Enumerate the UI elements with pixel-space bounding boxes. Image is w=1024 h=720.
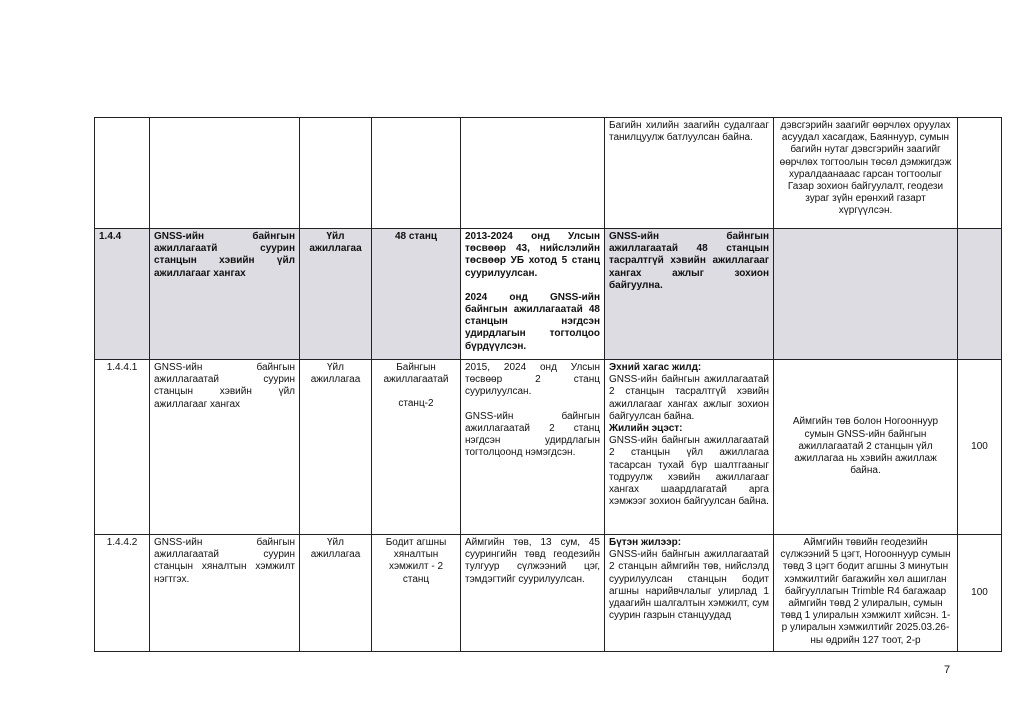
baseline-cell xyxy=(461,360,605,535)
target-text: 48 станц xyxy=(394,231,438,242)
type-cell xyxy=(300,535,372,652)
code-text: 1.4.4.1 xyxy=(106,362,138,373)
result-cell xyxy=(605,229,774,360)
result-cell xyxy=(605,118,774,229)
type-cell xyxy=(300,360,372,535)
result-text: GNSS-ийн байнгын ажиллагаатай 2 станцын тасралтгүй хэвийн ажиллагааг хангах ажлыг зохион байгуулсан байна. xyxy=(609,374,769,422)
code-text: 1.4.4 xyxy=(99,231,122,242)
code-cell xyxy=(95,360,150,535)
score-cell xyxy=(958,229,1002,360)
result-text: GNSS-ийн байнгын ажиллагаатай 2 станцын үйл ажиллагаа тасарсан тухай бүр шалтгааныг тодруулж хэвийн ажиллагааг хангах шаардлагатай арга хэмжээг зохион байгуулсан байна. xyxy=(609,435,769,508)
table-row xyxy=(95,360,1002,535)
baseline-text: 2024 онд GNSS-ийн байнгын ажиллагаатай 48 станцын нэгдсэн удирдлагын тогтолцоо бүрдүүлсэн. xyxy=(465,291,600,352)
baseline-cell xyxy=(461,535,605,652)
target-text: Байнгын ажиллагаатай xyxy=(383,362,449,386)
measure-text: GNSS-ийн байнгын ажиллагаатай суурин станцын хэвийн үйл ажиллагааг хангах xyxy=(154,362,295,410)
measure-cell xyxy=(150,360,300,535)
measure-text: GNSS-ийн байнгын ажиллагаатай суурин станцын хяналтын хэмжилт нэгтгэх. xyxy=(154,537,295,585)
code-cell xyxy=(95,118,150,229)
target-cell xyxy=(372,360,461,535)
score-cell xyxy=(958,360,1002,535)
result-text: GNSS-ийн байнгын ажиллагаатай 2 станцын аймгийн төв, нийслэлд суурилуулсан станцын бодит агшны нарийвчлалыг улирлад 1 удаагийн шалгалтын хэмжилт, сум суурин газрын станцуудад xyxy=(609,549,769,622)
baseline-text: 2013-2024 онд Улсын төсвөөр 43, нийслэлийн төсвөөр УБ хотод 5 станц суурилуулсан. xyxy=(465,231,600,279)
measure-cell xyxy=(150,535,300,652)
type-text: Үйл ажиллагаа xyxy=(310,362,361,386)
baseline-text: GNSS-ийн байнгын ажиллагаатай 2 станц нэгдсэн удирдлагын тогтолцоонд нэмэгдсэн. xyxy=(465,410,600,459)
assessment-text: дэвсгэрийн заагийг өөрчлөх оруулах асуудал хасагдаж, Баяннуур, сумын багийн нутаг дэвсгэрийн заагийг өөрчлөх тогтоолын төсөл дэмжигдэж хуралдаанааас гарсан тогтоолыг Газар зохион байгуулалт, геодези зураг зүйн ерөнхий газарт хүргүүлсэн. xyxy=(779,120,952,217)
result-text: GNSS-ийн байнгын ажиллагаатай 48 станцын тасралтгүй хэвийн ажиллагааг хангах ажлыг зохион байгуулна. xyxy=(609,231,769,291)
score-text: 100 xyxy=(971,440,988,452)
code-cell xyxy=(95,535,150,652)
baseline-text: 2015, 2024 онд Улсын төсвөөр 2 станц суурилуулсан. xyxy=(465,362,600,398)
type-text: Үйл ажиллагаа xyxy=(310,537,361,561)
code-cell xyxy=(95,229,150,360)
baseline-cell xyxy=(461,229,605,360)
table-row xyxy=(95,535,1002,652)
score-cell xyxy=(958,535,1002,652)
type-cell xyxy=(300,118,372,229)
score-text: 100 xyxy=(971,586,988,598)
table-row xyxy=(95,118,1002,229)
measure-cell xyxy=(150,229,300,360)
target-text: Бодит агшны хяналтын хэмжилт - 2 станц xyxy=(385,537,447,585)
type-cell xyxy=(300,229,372,360)
measure-cell xyxy=(150,118,300,229)
table-row-section xyxy=(95,229,1002,360)
target-cell xyxy=(372,535,461,652)
target-text: станц-2 xyxy=(398,398,434,410)
assessment-text: Аймгийн төвийн геодезийн сүлжээний 5 цэгт, Ногооннуур сумын төвд 3 цэгт бодит агшны 3 минутын хэмжилтийг багажийн хөл ашиглан байгууллагын Trimble R4 багажаар аймгийн төвд 2 улиралын, сумын төвд 1 улиралын хэмжилт хийсэн. 1-р улиралын хэмжилтийг 2025.03.26-ны өдрийн 127 тоот, 2-р xyxy=(780,537,951,646)
target-cell xyxy=(372,229,461,360)
measure-text: GNSS-ийн байнгын ажиллагаатй суурин станцын хэвийн үйл ажиллагааг хангах xyxy=(154,231,295,279)
baseline-cell xyxy=(461,118,605,229)
result-heading: Бүтэн жилээр: xyxy=(609,537,682,548)
plan-table xyxy=(94,117,1002,652)
assessment-cell xyxy=(774,118,958,229)
type-text: Үйл ажиллагаа xyxy=(309,231,362,255)
result-cell xyxy=(605,360,774,535)
result-text: Багийн хилийн заагийн судалгааг танилцуулж батлуулсан байна. xyxy=(609,120,769,144)
assessment-cell xyxy=(774,535,958,652)
result-heading: Эхний хагас жилд: xyxy=(609,362,702,373)
baseline-text: Аймгийн төв, 13 сум, 45 суурингийн төвд геодезийн тулгуур сүлжээний цэг, тэмдэгтийг суурилуулсан. xyxy=(465,537,600,585)
score-cell xyxy=(958,118,1002,229)
page-number: 7 xyxy=(944,664,951,676)
assessment-cell xyxy=(774,229,958,360)
assessment-cell xyxy=(774,360,958,535)
result-heading: Жилийн эцэст: xyxy=(609,423,683,435)
assessment-text: Аймгийн төв болон Ногооннуур сумын GNSS-ийн байнгын ажиллагаатай 2 станцын үйл ажиллагаа нь хэвийн ажиллаж байна. xyxy=(792,416,939,477)
code-text: 1.4.4.2 xyxy=(106,537,138,548)
result-cell xyxy=(605,535,774,652)
target-cell xyxy=(372,118,461,229)
